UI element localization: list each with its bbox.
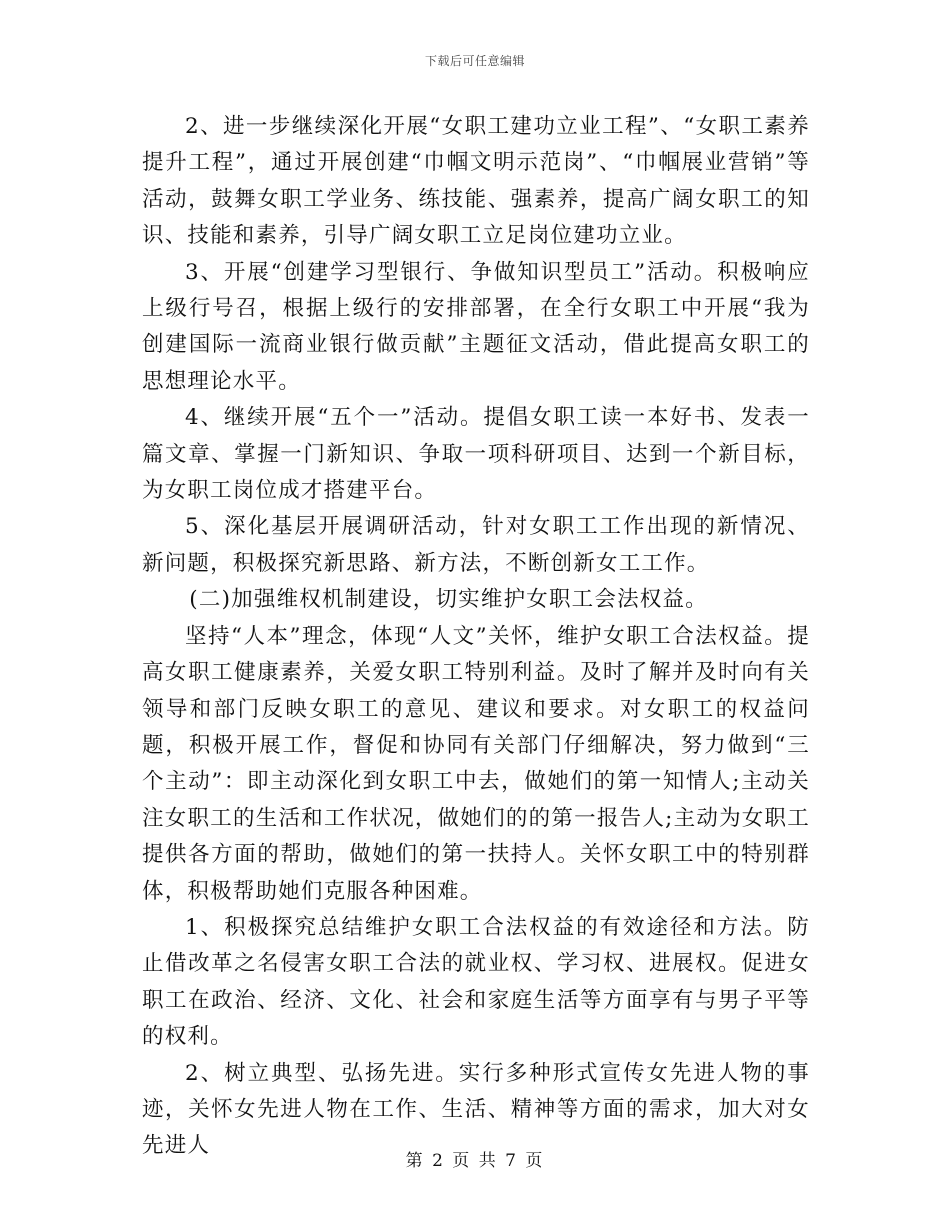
paragraph-item-2: 2、进一步继续深化开展“女职工建功立业工程”、“女职工素养提升工程”，通过开展创建“巾帼文明示范岗”、“巾帼展业营销”等活动，鼓舞女职工学业务、练技能、强素养，提高广阔女职工的知识、技能和素养，引导广阔女职工立足岗位建功立业。 [142, 114, 810, 249]
section-heading: (二)加强维权机制建设，切实维护女职工会法权益。 [189, 587, 708, 613]
paragraph-item-4: 4、继续开展“五个一”活动。提倡女职工读一本好书、发表一篇文章、掌握一门新知识、争取一项科研项目、达到一个新目标，为女职工岗位成才搭建平台。 [142, 405, 810, 504]
paragraph-item-5: 5、深化基层开展调研活动，针对女职工工作出现的新情况、新问题，积极探究新思路、新方法，不断创新女工工作。 [142, 514, 810, 576]
page-number: 第 2 页 共 7 页 [405, 1151, 545, 1171]
paragraph-rights-1: 1、积极探究总结维护女职工合法权益的有效途径和方法。防止借改革之名侵害女职工合法的就业权、学习权、进展权。促进女职工在政治、经济、文化、社会和家庭生活等方面享有与男子平等的权利。 [142, 914, 810, 1050]
page-header: 下载后可任意编辑 [424, 54, 525, 68]
document-body [142, 109, 810, 1165]
paragraph-item-3: 3、开展“创建学习型银行、争做知识型员工”活动。积极响应上级行号召，根据上级行的安排部署，在全行女职工中开展“我为创建国际一流商业银行做贡献”主题征文活动，借此提高女职工的思想理论水平。 [142, 259, 810, 394]
paragraph-rights-intro: 坚持“人本”理念，体现“人文”关怀，维护女职工合法权益。提高女职工健康素养，关爱女职工特别利益。及时了解并及时向有关领导和部门反映女职工的意见、建议和要求。对女职工的权益问题，积极开展工作，督促和协同有关部门仔细解决，努力做到“三个主动”：即主动深化到女职工中去，做她们的第一知情人;主动关注女职工的生活和工作状况，做她们的的第一报告人;主动为女职工提供各方面的帮助，做她们的第一扶持人。关怀女职工中的特别群体，积极帮助她们克服各种困难。 [142, 623, 810, 904]
paragraph-rights-2: 2、树立典型、弘扬先进。实行多种形式宣传女先进人物的事迹，关怀女先进人物在工作、生活、精神等方面的需求，加大对女先进人 [142, 1060, 810, 1159]
